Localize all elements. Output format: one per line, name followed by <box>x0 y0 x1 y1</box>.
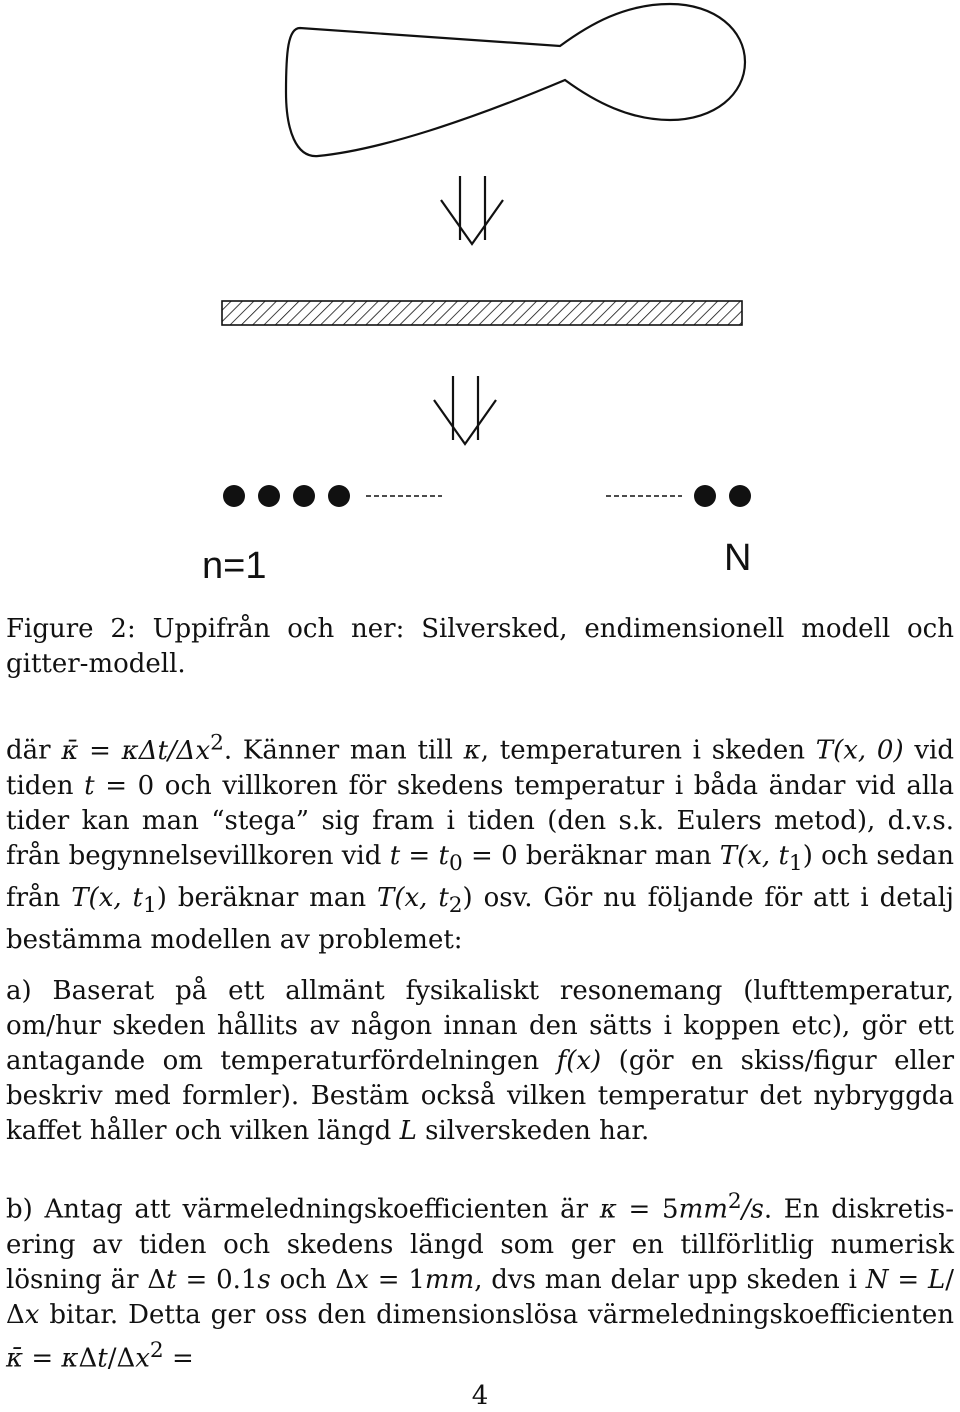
lattice-point <box>694 485 716 507</box>
lattice-model <box>223 485 751 507</box>
down-arrow-icon <box>434 376 496 444</box>
lattice-point <box>729 485 751 507</box>
figure-caption: Figure 2: Uppifrån och ner: Silversked, endimensionell modell och gitter-modell. <box>6 614 954 679</box>
lattice-point <box>223 485 245 507</box>
one-dimensional-rod <box>222 301 742 325</box>
paragraph-euler-method: där κ̄ = κΔt/$\Delta x^2$. Känner man till κ, temperaturen i skeden T(x, 0) vid tiden t = 0 och villkoren för skedens temperatur i båda ändar vid alla tider kan man “stega” sig fram i tiden (den s.k. Eulers metod), d.v.s. från begynnelsevillkoren vid $t = t_0 = 0$ beräknar man T(x, $t_1$) och sedan från T(x, $t_1$) beräknar man T(x, $t_2$) osv. Gör nu följande för att i detalj bestämma modellen av problemet: <box>6 730 954 956</box>
paragraph-task-b: b) Antag att värmeledningskoefficienten är $\kappa = 5mm^2/s$. En diskretisering av tiden och skedens längd som ger en tillförlitlig numerisk lösning är Δt = 0.1s och Δx = 1mm, dvs man delar upp skeden i N = L/Δx bitar. Detta ger oss den dimensionslösa värmeledningskoefficienten κ̄ = κΔt/$\Delta x^2$ = <box>6 1189 955 1374</box>
lattice-point <box>293 485 315 507</box>
lattice-point <box>258 485 280 507</box>
page-number: 4 <box>471 1381 489 1411</box>
spoon-drawing <box>286 4 745 156</box>
label-n1: n=1 <box>202 545 267 587</box>
paragraph-task-a: a) Baserat på ett allmänt fysikaliskt resonemang (lufttemperatur, om/hur skeden hållits av någon innan den sätts i koppen etc), gör ett antagande om temperaturfördelningen f(x) (gör en skiss/figur eller beskriv med formler). Bestäm också vilken temperatur det nybryggda kaffet håller och vilken längd L silverskeden har. <box>6 976 954 1146</box>
label-N: N <box>724 537 752 579</box>
down-arrow-icon <box>441 176 503 244</box>
lattice-point <box>328 485 350 507</box>
spoon-model-figure <box>0 0 960 600</box>
